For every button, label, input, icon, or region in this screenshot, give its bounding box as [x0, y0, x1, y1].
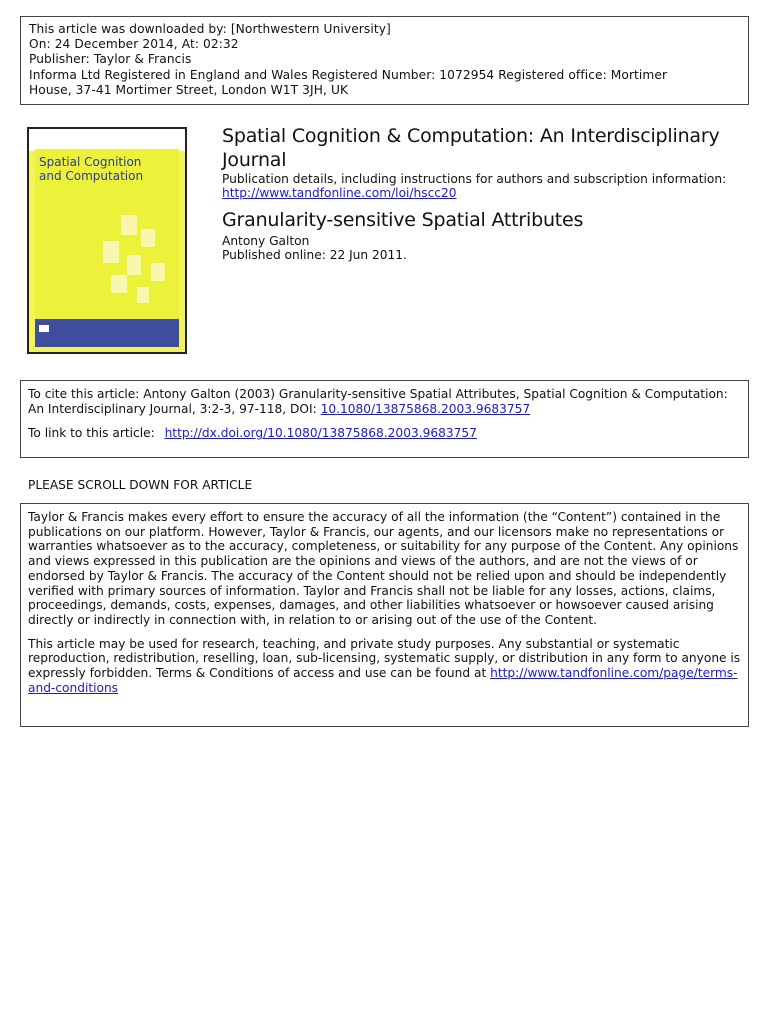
journal-cover-image [27, 127, 187, 354]
cover-decoration [103, 241, 119, 263]
article-author: Antony Galton [222, 234, 310, 248]
cover-blue-band [35, 319, 179, 347]
terms-link[interactable]: http://www.tandfonline.com/page/terms-and-conditions [28, 666, 738, 695]
cover-decoration [121, 215, 137, 235]
scroll-notice: PLEASE SCROLL DOWN FOR ARTICLE [28, 478, 253, 492]
article-doi-url-link[interactable]: http://dx.doi.org/10.1080/13875868.2003.9683757 [164, 426, 477, 440]
citation-text [28, 387, 741, 417]
cover-title-line: Spatial Cognition [39, 155, 142, 169]
journal-title: Spatial Cognition & Computation: An Interdisciplinary Journal [222, 125, 720, 171]
cover-decoration [111, 275, 127, 293]
article-title: Granularity-sensitive Spatial Attributes [222, 209, 584, 231]
journal-url-link[interactable]: http://www.tandfonline.com/loi/hscc20 [222, 186, 457, 200]
download-notice-line: Publisher: Taylor & Francis [29, 52, 192, 67]
citation-prefix: To cite this article: Antony Galton (2003) Granularity-sensitive Spatial Attributes, Spatial Cognition & Computation: An Interdisciplinary Journal, 3:2-3, 97-118, DOI: [28, 387, 728, 416]
link-row [28, 426, 741, 441]
download-notice-line: Informa Ltd Registered in England and Wales Registered Number: 1072954 Registered office: Mortimer [29, 67, 668, 82]
doi-link[interactable]: 10.1080/13875868.2003.9683757 [320, 402, 531, 416]
disclaimer-paragraph: Taylor & Francis makes every effort to ensure the accuracy of all the information (the “Content”) contained in the publications on our platform. However, Taylor & Francis, our agents, and our licensors make no representations or warranties whatsoever as to the accuracy, completeness, or suitability for any purpose of the Content. Any opinions and views expressed in this publication are the opinions and views of the authors, and are not the views of or endorsed by Taylor & Francis. The accuracy of the Content should not be relied upon and should be independently verified with primary sources of information. Taylor and Francis shall not be liable for any losses, actions, claims, proceedings, demands, costs, expenses, damages, and other liabilities whatsoever or howsoever caused arising directly or indirectly in connection with, in relation to or arising out of the use of the Content. [28, 510, 739, 627]
download-notice-line: House, 37-41 Mortimer Street, London W1T 3JH, UK [29, 82, 349, 97]
link-label: To link to this article: [28, 426, 155, 440]
citation-box [20, 380, 749, 458]
cover-decoration [137, 287, 149, 303]
cover-title-line: and Computation [39, 169, 144, 183]
download-notice-line: This article was downloaded by: [Northwestern University] [29, 22, 391, 36]
cover-decoration [141, 229, 155, 247]
cover-top-strip [29, 129, 185, 151]
download-notice-box [20, 16, 749, 105]
terms-text: This article may be used for research, teaching, and private study purposes. Any substantial or systematic reproduction, redistribution, reselling, loan, sub-licensing, systematic supply, or distribution in any form to anyone is expressly forbidden. Terms & Conditions of access and use can be found at [28, 636, 741, 681]
cover-decoration [127, 255, 141, 275]
published-date: Published online: 22 Jun 2011. [222, 248, 407, 262]
download-notice-line: On: 24 December 2014, At: 02:32 [29, 37, 239, 52]
publisher-logo-icon [39, 325, 49, 332]
cover-title [39, 155, 143, 183]
disclaimer-box [20, 503, 749, 727]
disclaimer-paragraph-terms [28, 637, 741, 696]
cover-decoration [151, 263, 165, 281]
publication-details: Publication details, including instructions for authors and subscription information: [222, 172, 727, 186]
